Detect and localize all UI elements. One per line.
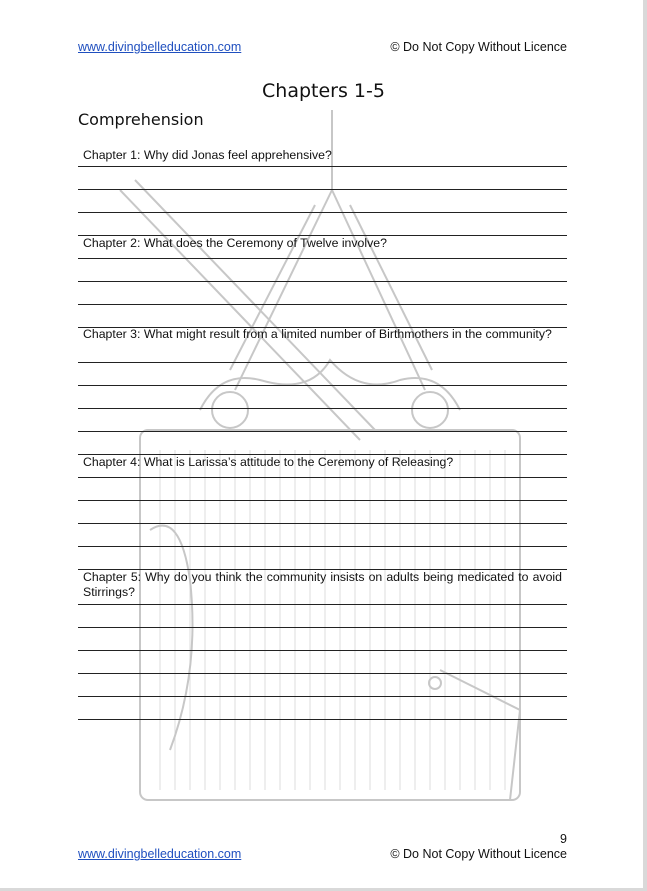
answer-line[interactable]: [78, 281, 567, 282]
question-underline: [78, 166, 567, 167]
answer-line[interactable]: [78, 304, 567, 305]
question-block-chapter-1: [78, 148, 567, 163]
question-block-chapter-4: [78, 455, 567, 470]
question-text: Chapter 5: Why do you think the community insists on adults being medicated to avoid Stirrings?: [83, 570, 562, 599]
footer-site-link[interactable]: www.divingbelleducation.com: [78, 847, 242, 861]
header-copyright: © Do Not Copy Without Licence: [390, 40, 567, 54]
answer-line[interactable]: [78, 408, 567, 409]
answer-line[interactable]: [78, 385, 567, 386]
answer-line[interactable]: [78, 546, 567, 547]
answer-line[interactable]: [78, 189, 567, 190]
answer-line[interactable]: [78, 650, 567, 651]
answer-line[interactable]: [78, 696, 567, 697]
page-title: Chapters 1-5: [262, 80, 385, 102]
section-heading: Comprehension: [78, 110, 204, 129]
answer-line[interactable]: [78, 500, 567, 501]
question-underline: [78, 258, 567, 259]
answer-line[interactable]: [78, 523, 567, 524]
page-edge-right: [643, 0, 647, 891]
page-number: 9: [560, 832, 567, 846]
question-underline: [78, 477, 567, 478]
answer-line[interactable]: [78, 719, 567, 720]
question-block-chapter-5: [78, 570, 567, 600]
answer-line[interactable]: [78, 212, 567, 213]
answer-line[interactable]: [78, 673, 567, 674]
question-text: Chapter 4: What is Larissa’s attitude to the Ceremony of Releasing?: [83, 455, 454, 469]
question-block-chapter-2: [78, 236, 567, 251]
question-text: Chapter 3: What might result from a limited number of Birthmothers in the community?: [83, 327, 552, 341]
footer-copyright: © Do Not Copy Without Licence: [390, 847, 567, 861]
header-site-link[interactable]: www.divingbelleducation.com: [78, 40, 242, 54]
question-block-chapter-3: [78, 327, 567, 342]
question-text: Chapter 1: Why did Jonas feel apprehensive?: [83, 148, 332, 162]
answer-line[interactable]: [78, 627, 567, 628]
question-text: Chapter 2: What does the Ceremony of Twelve involve?: [83, 236, 387, 250]
answer-line[interactable]: [78, 431, 567, 432]
question-underline: [78, 362, 567, 363]
question-underline: [78, 604, 567, 605]
